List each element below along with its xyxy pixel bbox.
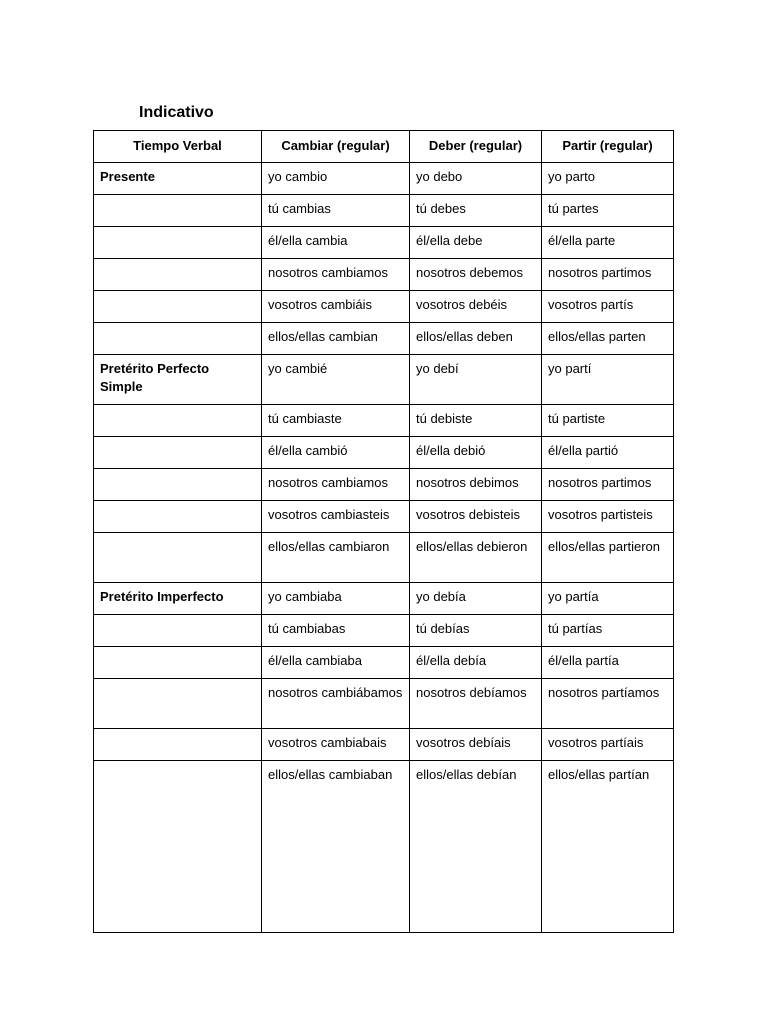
deber-cell: ellos/ellas deben bbox=[410, 323, 542, 355]
deber-cell: tú debes bbox=[410, 195, 542, 227]
tense-cell bbox=[94, 259, 262, 291]
header-cambiar: Cambiar (regular) bbox=[262, 131, 410, 163]
cambiar-cell: él/ella cambia bbox=[262, 227, 410, 259]
cambiar-cell: ellos/ellas cambiaban bbox=[262, 761, 410, 933]
table-row bbox=[94, 195, 674, 227]
tense-cell bbox=[94, 501, 262, 533]
deber-cell: él/ella debió bbox=[410, 437, 542, 469]
partir-cell: yo partí bbox=[542, 355, 674, 405]
table-row bbox=[94, 323, 674, 355]
table-row bbox=[94, 615, 674, 647]
cambiar-cell: ellos/ellas cambian bbox=[262, 323, 410, 355]
table-row bbox=[94, 355, 674, 405]
deber-cell: vosotros debéis bbox=[410, 291, 542, 323]
table-row bbox=[94, 227, 674, 259]
tense-cell: Pretérito Perfecto Simple bbox=[94, 355, 262, 405]
table-row bbox=[94, 163, 674, 195]
table-row bbox=[94, 501, 674, 533]
deber-cell: tú debiste bbox=[410, 405, 542, 437]
cambiar-cell: vosotros cambiabais bbox=[262, 729, 410, 761]
cambiar-cell: nosotros cambiamos bbox=[262, 469, 410, 501]
cambiar-cell: ellos/ellas cambiaron bbox=[262, 533, 410, 583]
deber-cell: ellos/ellas debían bbox=[410, 761, 542, 933]
partir-cell: ellos/ellas partieron bbox=[542, 533, 674, 583]
partir-cell: tú partes bbox=[542, 195, 674, 227]
partir-cell: tú partías bbox=[542, 615, 674, 647]
deber-cell: él/ella debe bbox=[410, 227, 542, 259]
tense-cell bbox=[94, 323, 262, 355]
partir-cell: vosotros partíais bbox=[542, 729, 674, 761]
deber-cell: yo debo bbox=[410, 163, 542, 195]
header-deber: Deber (regular) bbox=[410, 131, 542, 163]
partir-cell: él/ella partió bbox=[542, 437, 674, 469]
cambiar-cell: él/ella cambió bbox=[262, 437, 410, 469]
partir-cell: yo parto bbox=[542, 163, 674, 195]
deber-cell: nosotros debemos bbox=[410, 259, 542, 291]
table-row bbox=[94, 679, 674, 729]
cambiar-cell: nosotros cambiábamos bbox=[262, 679, 410, 729]
tense-cell bbox=[94, 195, 262, 227]
partir-cell: yo partía bbox=[542, 583, 674, 615]
cambiar-cell: tú cambiaste bbox=[262, 405, 410, 437]
cambiar-cell: tú cambias bbox=[262, 195, 410, 227]
cambiar-cell: vosotros cambiáis bbox=[262, 291, 410, 323]
header-partir: Partir (regular) bbox=[542, 131, 674, 163]
tense-cell bbox=[94, 729, 262, 761]
partir-cell: ellos/ellas partían bbox=[542, 761, 674, 933]
tense-cell bbox=[94, 533, 262, 583]
partir-cell: ellos/ellas parten bbox=[542, 323, 674, 355]
cambiar-cell: yo cambié bbox=[262, 355, 410, 405]
table-row bbox=[94, 729, 674, 761]
partir-cell: nosotros partimos bbox=[542, 469, 674, 501]
deber-cell: ellos/ellas debieron bbox=[410, 533, 542, 583]
table-row bbox=[94, 405, 674, 437]
cambiar-cell: tú cambiabas bbox=[262, 615, 410, 647]
deber-cell: él/ella debía bbox=[410, 647, 542, 679]
partir-cell: él/ella parte bbox=[542, 227, 674, 259]
tense-cell bbox=[94, 615, 262, 647]
deber-cell: nosotros debimos bbox=[410, 469, 542, 501]
cambiar-cell: yo cambio bbox=[262, 163, 410, 195]
table-row bbox=[94, 533, 674, 583]
cambiar-cell: nosotros cambiamos bbox=[262, 259, 410, 291]
partir-cell: nosotros partíamos bbox=[542, 679, 674, 729]
deber-cell: yo debía bbox=[410, 583, 542, 615]
table-row bbox=[94, 437, 674, 469]
page-title: Indicativo bbox=[139, 104, 214, 121]
partir-cell: vosotros partisteis bbox=[542, 501, 674, 533]
partir-cell: vosotros partís bbox=[542, 291, 674, 323]
header-tiempo-verbal: Tiempo Verbal bbox=[94, 131, 262, 163]
tense-cell bbox=[94, 437, 262, 469]
tense-cell bbox=[94, 761, 262, 933]
deber-cell: yo debí bbox=[410, 355, 542, 405]
partir-cell: nosotros partimos bbox=[542, 259, 674, 291]
tense-cell bbox=[94, 227, 262, 259]
tense-cell: Pretérito Imperfecto bbox=[94, 583, 262, 615]
deber-cell: nosotros debíamos bbox=[410, 679, 542, 729]
tense-cell bbox=[94, 469, 262, 501]
cambiar-cell: él/ella cambiaba bbox=[262, 647, 410, 679]
table-row bbox=[94, 647, 674, 679]
partir-cell: tú partiste bbox=[542, 405, 674, 437]
tense-cell bbox=[94, 405, 262, 437]
cambiar-cell: vosotros cambiasteis bbox=[262, 501, 410, 533]
deber-cell: vosotros debisteis bbox=[410, 501, 542, 533]
table-row bbox=[94, 259, 674, 291]
tense-cell bbox=[94, 291, 262, 323]
table-row bbox=[94, 469, 674, 501]
table-row bbox=[94, 761, 674, 933]
tense-cell bbox=[94, 647, 262, 679]
table-header-row bbox=[94, 131, 674, 163]
deber-cell: vosotros debíais bbox=[410, 729, 542, 761]
deber-cell: tú debías bbox=[410, 615, 542, 647]
conjugation-table bbox=[93, 130, 674, 933]
cambiar-cell: yo cambiaba bbox=[262, 583, 410, 615]
tense-cell bbox=[94, 679, 262, 729]
partir-cell: él/ella partía bbox=[542, 647, 674, 679]
tense-cell: Presente bbox=[94, 163, 262, 195]
table-row bbox=[94, 583, 674, 615]
table-row bbox=[94, 291, 674, 323]
